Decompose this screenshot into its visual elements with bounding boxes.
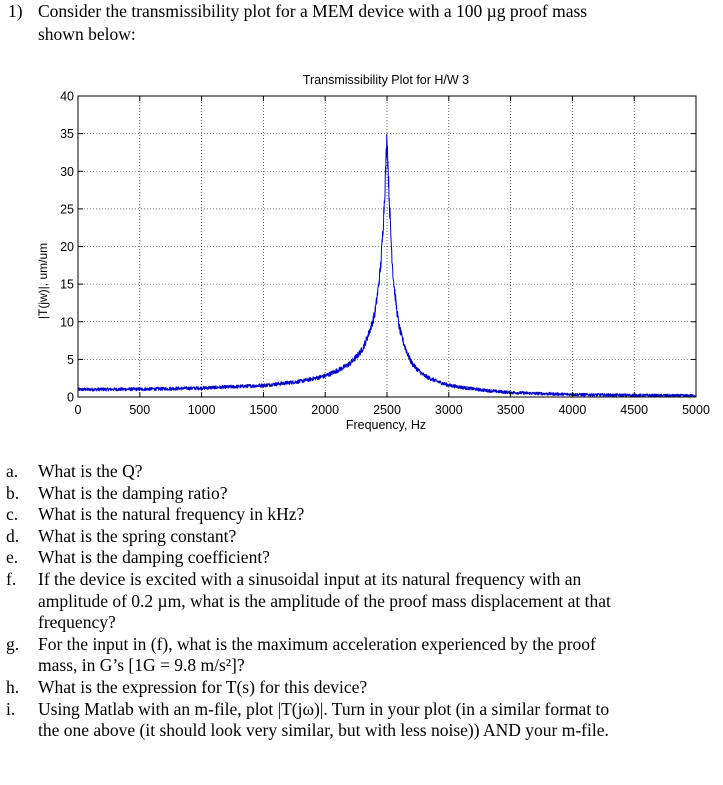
transmissibility-chart <box>0 66 723 446</box>
question-letter: i. <box>6 698 16 719</box>
y-tick-label: 0 <box>67 390 74 405</box>
x-axis-label: Frequency, Hz <box>345 418 427 432</box>
question-letter: h. <box>6 676 20 697</box>
y-tick-label: 15 <box>60 277 74 292</box>
question-list <box>0 461 723 742</box>
question-item <box>0 677 708 699</box>
x-tick-label: 4000 <box>558 403 587 417</box>
question-text-line: What is the damping coefficient? <box>38 547 270 568</box>
problem-text-line-2: shown below: <box>38 24 136 44</box>
x-tick-label: 0 <box>74 403 82 417</box>
y-tick-label: 25 <box>60 202 74 217</box>
question-text-line: mass, in G’s [1G = 9.8 m/s²]? <box>38 655 245 676</box>
question-item <box>0 634 708 677</box>
x-tick-label: 5000 <box>682 403 710 417</box>
question-text-line: Using Matlab with an m-file, plot |T(jω)|. Turn in your plot (in a similar format to <box>38 698 610 719</box>
problem-number: 1) <box>8 1 23 21</box>
question-text-line: If the device is excited with a sinusoidal input at its natural frequency with an <box>38 568 582 589</box>
question-letter: a. <box>6 461 19 481</box>
question-text-line: What is the Q? <box>38 461 143 481</box>
question-text-line: What is the natural frequency in kHz? <box>38 504 305 525</box>
chart-title: Transmissibility Plot for H/W 3 <box>302 73 470 87</box>
question-text-line: frequency? <box>38 612 116 633</box>
x-tick-label: 2500 <box>373 403 401 417</box>
question-letter: g. <box>6 633 20 654</box>
question-item <box>0 461 708 483</box>
question-text-line: For the input in (f), what is the maximum acceleration experienced by the proof <box>38 633 596 654</box>
x-tick-label: 4500 <box>620 403 649 417</box>
question-item <box>0 526 708 548</box>
x-tick-label: 2000 <box>311 403 340 417</box>
y-axis-label: |T(jw)|, um/um <box>36 242 50 320</box>
y-tick-label: 35 <box>60 127 74 142</box>
x-tick-label: 500 <box>129 403 151 417</box>
question-letter: b. <box>6 482 20 503</box>
question-letter: d. <box>6 525 20 546</box>
question-text-line: What is the spring constant? <box>38 525 237 546</box>
y-tick-label: 30 <box>60 164 74 179</box>
question-item <box>0 504 708 526</box>
question-text-line: the one above (it should look very similar, but with less noise)) AND your m-file. <box>38 720 609 741</box>
x-tick-label: 1000 <box>187 403 216 417</box>
question-item <box>0 547 708 569</box>
transmissibility-figure <box>0 66 723 446</box>
question-letter: c. <box>6 504 19 525</box>
x-tick-label: 3000 <box>434 403 463 417</box>
problem-text <box>38 0 708 46</box>
question-item <box>0 483 708 505</box>
y-tick-label: 5 <box>67 352 74 367</box>
x-tick-label: 1500 <box>249 403 278 417</box>
question-text-line: What is the damping ratio? <box>38 482 228 503</box>
question-item <box>0 699 708 742</box>
question-item <box>0 569 708 634</box>
y-tick-label: 20 <box>60 240 74 254</box>
question-letter: f. <box>6 568 17 589</box>
y-tick-label: 10 <box>60 315 74 330</box>
y-tick-label: 40 <box>60 89 74 104</box>
question-text-line: What is the expression for T(s) for this device? <box>38 676 368 697</box>
question-text-line: amplitude of 0.2 µm, what is the amplitude of the proof mass displacement at that <box>38 590 611 611</box>
tick-layer <box>60 90 710 418</box>
x-tick-label: 3500 <box>496 403 525 417</box>
question-letter: e. <box>6 547 19 568</box>
problem-text-line-1: Consider the transmissibility plot for a MEM device with a 100 µg proof mass <box>38 1 588 21</box>
